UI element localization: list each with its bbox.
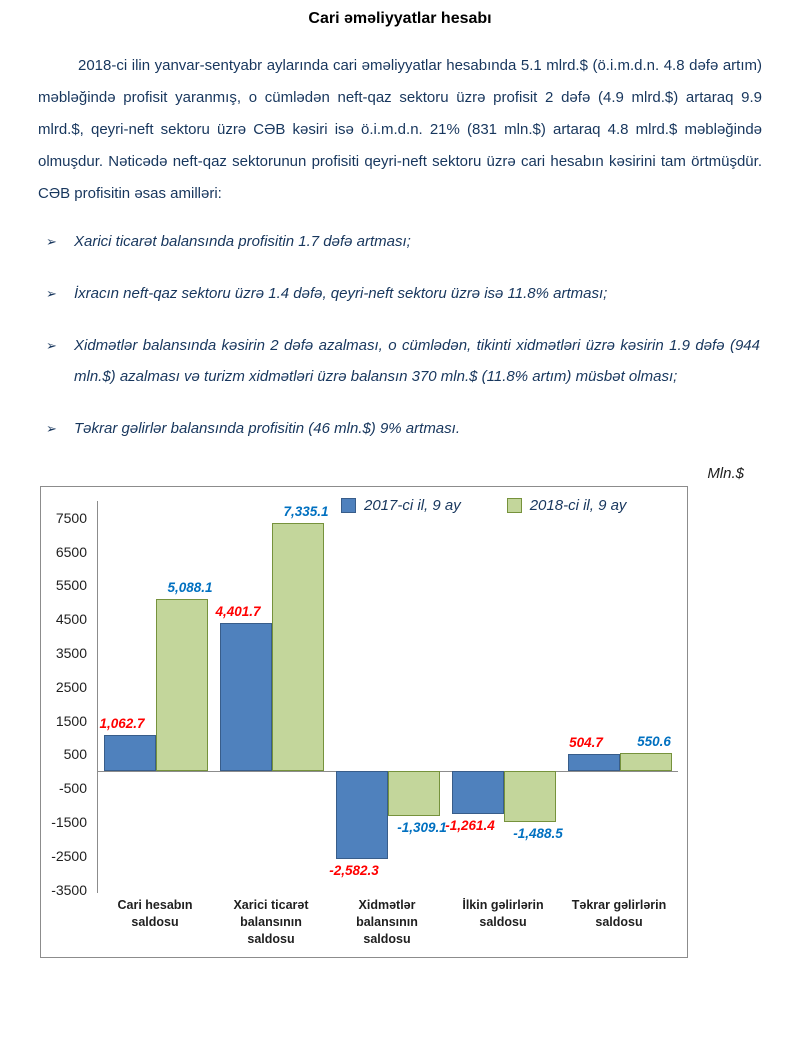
x-axis-category-labels (97, 897, 677, 948)
list-item-text: Xidmətlər balansında kəsirin 2 dəfə azalması, o cümlədən, tikinti xidmətləri üzrə kəsirin 1.9 dəfə (944 mln.$) azalması və turizm xidmətləri üzrə balansın 370 mln.$ (11.8% artım) müsbət olması; (74, 337, 760, 385)
x-axis-category-label: Cari hesabın saldosu (117, 898, 193, 929)
y-axis-tick-label: 6500 (55, 543, 87, 560)
arrow-bullet-icon: ➢ (46, 234, 57, 249)
arrow-bullet-icon: ➢ (46, 338, 57, 353)
bar-series0-cat2 (336, 771, 388, 858)
legend-swatch-blue (341, 498, 356, 513)
bar-value-label: -1,261.4 (445, 817, 495, 833)
y-axis-tick-label: 4500 (55, 611, 87, 628)
bar-value-label: -2,582.3 (329, 862, 379, 878)
intro-paragraph: 2018-ci ilin yanvar-sentyabr aylarında cari əməliyyatlar hesabında 5.1 mlrd.$ (ö.i.m.d.n. 4.8 dəfə artım) məbləğində profisit yaranmış, o cümlədən neft-qaz sektoru üzrə profisit 2 dəfə (4.9 mlrd.$) artaraq 9.9 mlrd.$, qeyri-neft sektoru üzrə CƏB kəsiri isə ö.i.m.d.n. 21% (831 mln.$) artaraq 4.8 mlrd.$ məbləğində olmuşdur. Nəticədə neft-qaz sektorunun profisiti qeyri-neft sektoru üzrə cari hesabın kəsirini tam örtmüşdür. CƏB profisitin əsas amilləri: (38, 57, 762, 202)
bar-value-label: 550.6 (637, 733, 671, 749)
bar-series1-cat1 (272, 523, 324, 771)
legend-item-2017 (341, 497, 461, 514)
list-item-text: Təkrar gəlirlər balansında profisitin (46 mln.$) 9% artması. (74, 420, 460, 437)
list-item (46, 226, 760, 257)
y-axis-tick-label: -500 (58, 780, 87, 797)
bar-series1-cat4 (620, 753, 672, 772)
bullet-list (46, 226, 760, 444)
y-axis-tick-label: 7500 (55, 509, 87, 526)
y-axis-tick-label: -3500 (51, 881, 87, 898)
bar-series1-cat2 (388, 771, 440, 815)
y-axis-tick-label: 2500 (55, 678, 87, 695)
bar-series1-cat0 (156, 599, 208, 771)
list-item-text: İxracın neft-qaz sektoru üzrə 1.4 dəfə, qeyri-neft sektoru üzrə isə 11.8% artması; (74, 285, 608, 302)
arrow-bullet-icon: ➢ (46, 421, 57, 436)
bar-series0-cat4 (568, 754, 620, 771)
bar-series1-cat3 (504, 771, 556, 821)
legend-label: 2018-ci il, 9 ay (529, 497, 627, 514)
y-axis-tick-label: 3500 (55, 645, 87, 662)
arrow-bullet-icon: ➢ (46, 286, 57, 301)
legend-swatch-green (507, 498, 522, 513)
bar-value-label: 5,088.1 (167, 580, 213, 596)
y-axis-tick-label: 500 (63, 746, 87, 763)
x-axis-category-label: Xarici ticarət balansının saldosu (233, 898, 309, 946)
bar-value-label: -1,488.5 (513, 825, 563, 841)
legend-item-2018 (507, 497, 627, 514)
y-axis-tick-label: -1500 (51, 814, 87, 831)
list-item (46, 413, 760, 444)
bar-series0-cat0 (104, 735, 156, 771)
plot-area (97, 501, 678, 893)
bar-value-label: -1,309.1 (397, 819, 447, 835)
y-axis-tick-label: 5500 (55, 577, 87, 594)
y-axis-tick-label: 1500 (55, 712, 87, 729)
y-axis-tick-label: -2500 (51, 847, 87, 864)
page-title: Cari əməliyyatlar hesabı (308, 10, 492, 27)
legend-label: 2017-ci il, 9 ay (364, 497, 461, 514)
y-axis (41, 501, 91, 898)
bar-value-label: 1,062.7 (99, 716, 145, 732)
bar-chart (40, 486, 688, 958)
list-item-text: Xarici ticarət balansında profisitin 1.7 dəfə artması; (74, 233, 411, 250)
chart-unit-label: Mln.$ (707, 465, 744, 482)
bar-value-label: 7,335.1 (283, 504, 329, 520)
chart-legend (341, 497, 626, 514)
bar-value-label: 4,401.7 (215, 603, 261, 619)
bar-value-label: 504.7 (569, 735, 603, 751)
x-axis-category-label: İlkin gəlirlərin saldosu (462, 898, 544, 929)
x-axis-category-label: Xidmətlər balansının saldosu (356, 898, 418, 946)
list-item (46, 330, 760, 392)
bar-series0-cat3 (452, 771, 504, 814)
bar-series0-cat1 (220, 623, 272, 772)
list-item (46, 278, 760, 309)
x-axis-category-label: Təkrar gəlirlərin saldosu (571, 898, 667, 929)
